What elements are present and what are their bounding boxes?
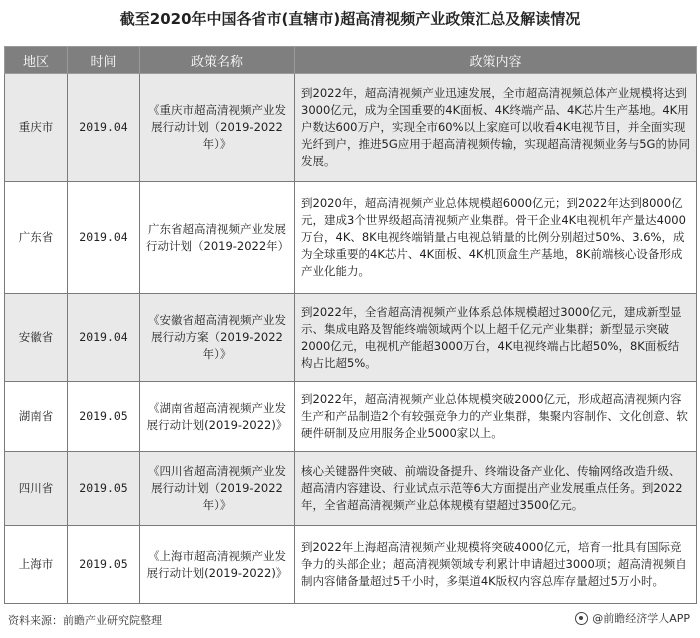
cell-region: 重庆市 bbox=[5, 74, 68, 182]
cell-policy-name: 广东省超高清视频产业发展行动计划（2019-2022年） bbox=[140, 182, 295, 294]
cell-policy-content: 到2020年，超高清视频产业总体规模超6000亿元；到2022年达到8000亿元，建成3个世界级超高清视频产业集群。骨干企业4K电视机年产量达4000万台，4K、8K电视终端销量占电视总销量的比例分别超过50%、3.6%，成为全球重要的4K芯片、4K面板、4K机顶盒生产基地，8K前端核心设备形成产业化能力。 bbox=[295, 182, 697, 294]
header-policy-name: 政策名称 bbox=[140, 47, 295, 74]
table-row bbox=[5, 182, 697, 294]
table-row bbox=[5, 74, 697, 182]
cell-time: 2019.05 bbox=[68, 382, 140, 452]
header-time: 时间 bbox=[68, 47, 140, 74]
header-policy-content: 政策内容 bbox=[295, 47, 697, 74]
cell-policy-content: 核心关键器件突破、前端设备提升、终端设备产业化、传输网络改造升级、超高清内容建设、行业试点示范等6大方面提出产业发展重点任务。到2022年，全省超高清视频产业总体规模有望超过3500亿元。 bbox=[295, 452, 697, 526]
cell-time: 2019.05 bbox=[68, 452, 140, 526]
cell-time: 2019.04 bbox=[68, 294, 140, 382]
cell-policy-content: 到2022年，超高清视频产业迅速发展，全市超高清视频总体产业规模将达到3000亿元，成为全国重要的4K面板、4K终端产品、4K芯片生产基地。4K用户数达600万户，实现全市60%以上家庭可以收看4K电视节目，并全面实现光纤到户，推进5G应用于超高清视频传输，实现超高清视频业务与5G的协同发展。 bbox=[295, 74, 697, 182]
cell-region: 湖南省 bbox=[5, 382, 68, 452]
cell-region: 安徽省 bbox=[5, 294, 68, 382]
policy-table bbox=[4, 46, 697, 604]
source-note: 资料来源：前瞻产业研究院整理 bbox=[8, 614, 162, 627]
table-row bbox=[5, 382, 697, 452]
table-row bbox=[5, 294, 697, 382]
cell-policy-content: 到2022年，全省超高清视频产业体系总体规模超过3000亿元，建成新型显示、集成电路及智能终端领域两个以上超千亿元产业集群；新型显示突破2000亿元，电视机产能超3000万台，4K电视终端占比超50%，8K面板结构占比超5%。 bbox=[295, 294, 697, 382]
cell-policy-name: 《重庆市超高清视频产业发展行动计划（2019-2022年）》 bbox=[140, 74, 295, 182]
page-title: 截至2020年中国各省市(直辖市)超高清视频产业政策汇总及解读情况 bbox=[119, 10, 581, 28]
cell-policy-name: 《湖南省超高清视频产业发展行动计划(2019-2022)》 bbox=[140, 382, 295, 452]
cell-region: 广东省 bbox=[5, 182, 68, 294]
brand-credit bbox=[575, 610, 690, 626]
table-row bbox=[5, 452, 697, 526]
table-row bbox=[5, 526, 697, 604]
cell-time: 2019.05 bbox=[68, 526, 140, 604]
cell-policy-content: 到2022年，超高清视频产业总体规模突破2000亿元，形成超高清视频内容生产和产品制造2个有较强竞争力的产业集群，集聚内容制作、文化创意、软硬件研制及应用服务企业5000家以上。 bbox=[295, 382, 697, 452]
cell-time: 2019.04 bbox=[68, 182, 140, 294]
brand-text: @前瞻经济学人APP bbox=[592, 612, 690, 625]
cell-time: 2019.04 bbox=[68, 74, 140, 182]
cell-region: 上海市 bbox=[5, 526, 68, 604]
cell-policy-content: 到2022年上海超高清视频产业规模将突破4000亿元，培育一批具有国际竞争力的头部企业；超高清视频领域专利累计申请超过3000项；超高清视频自制内容储备量超过5千小时，多渠道4K版权内容总库存量超过5万小时。 bbox=[295, 526, 697, 604]
cell-policy-name: 《上海市超高清视频产业发展行动计划(2019-2022)》 bbox=[140, 526, 295, 604]
cell-policy-name: 《安徽省超高清视频产业发展行动方案（2019-2022年）》 bbox=[140, 294, 295, 382]
table-header-row bbox=[5, 47, 697, 74]
cell-region: 四川省 bbox=[5, 452, 68, 526]
header-region: 地区 bbox=[5, 47, 68, 74]
qianzhan-logo-icon bbox=[575, 612, 588, 625]
cell-policy-name: 《四川省超高清视频产业发展行动计划（2019-2022年）》 bbox=[140, 452, 295, 526]
